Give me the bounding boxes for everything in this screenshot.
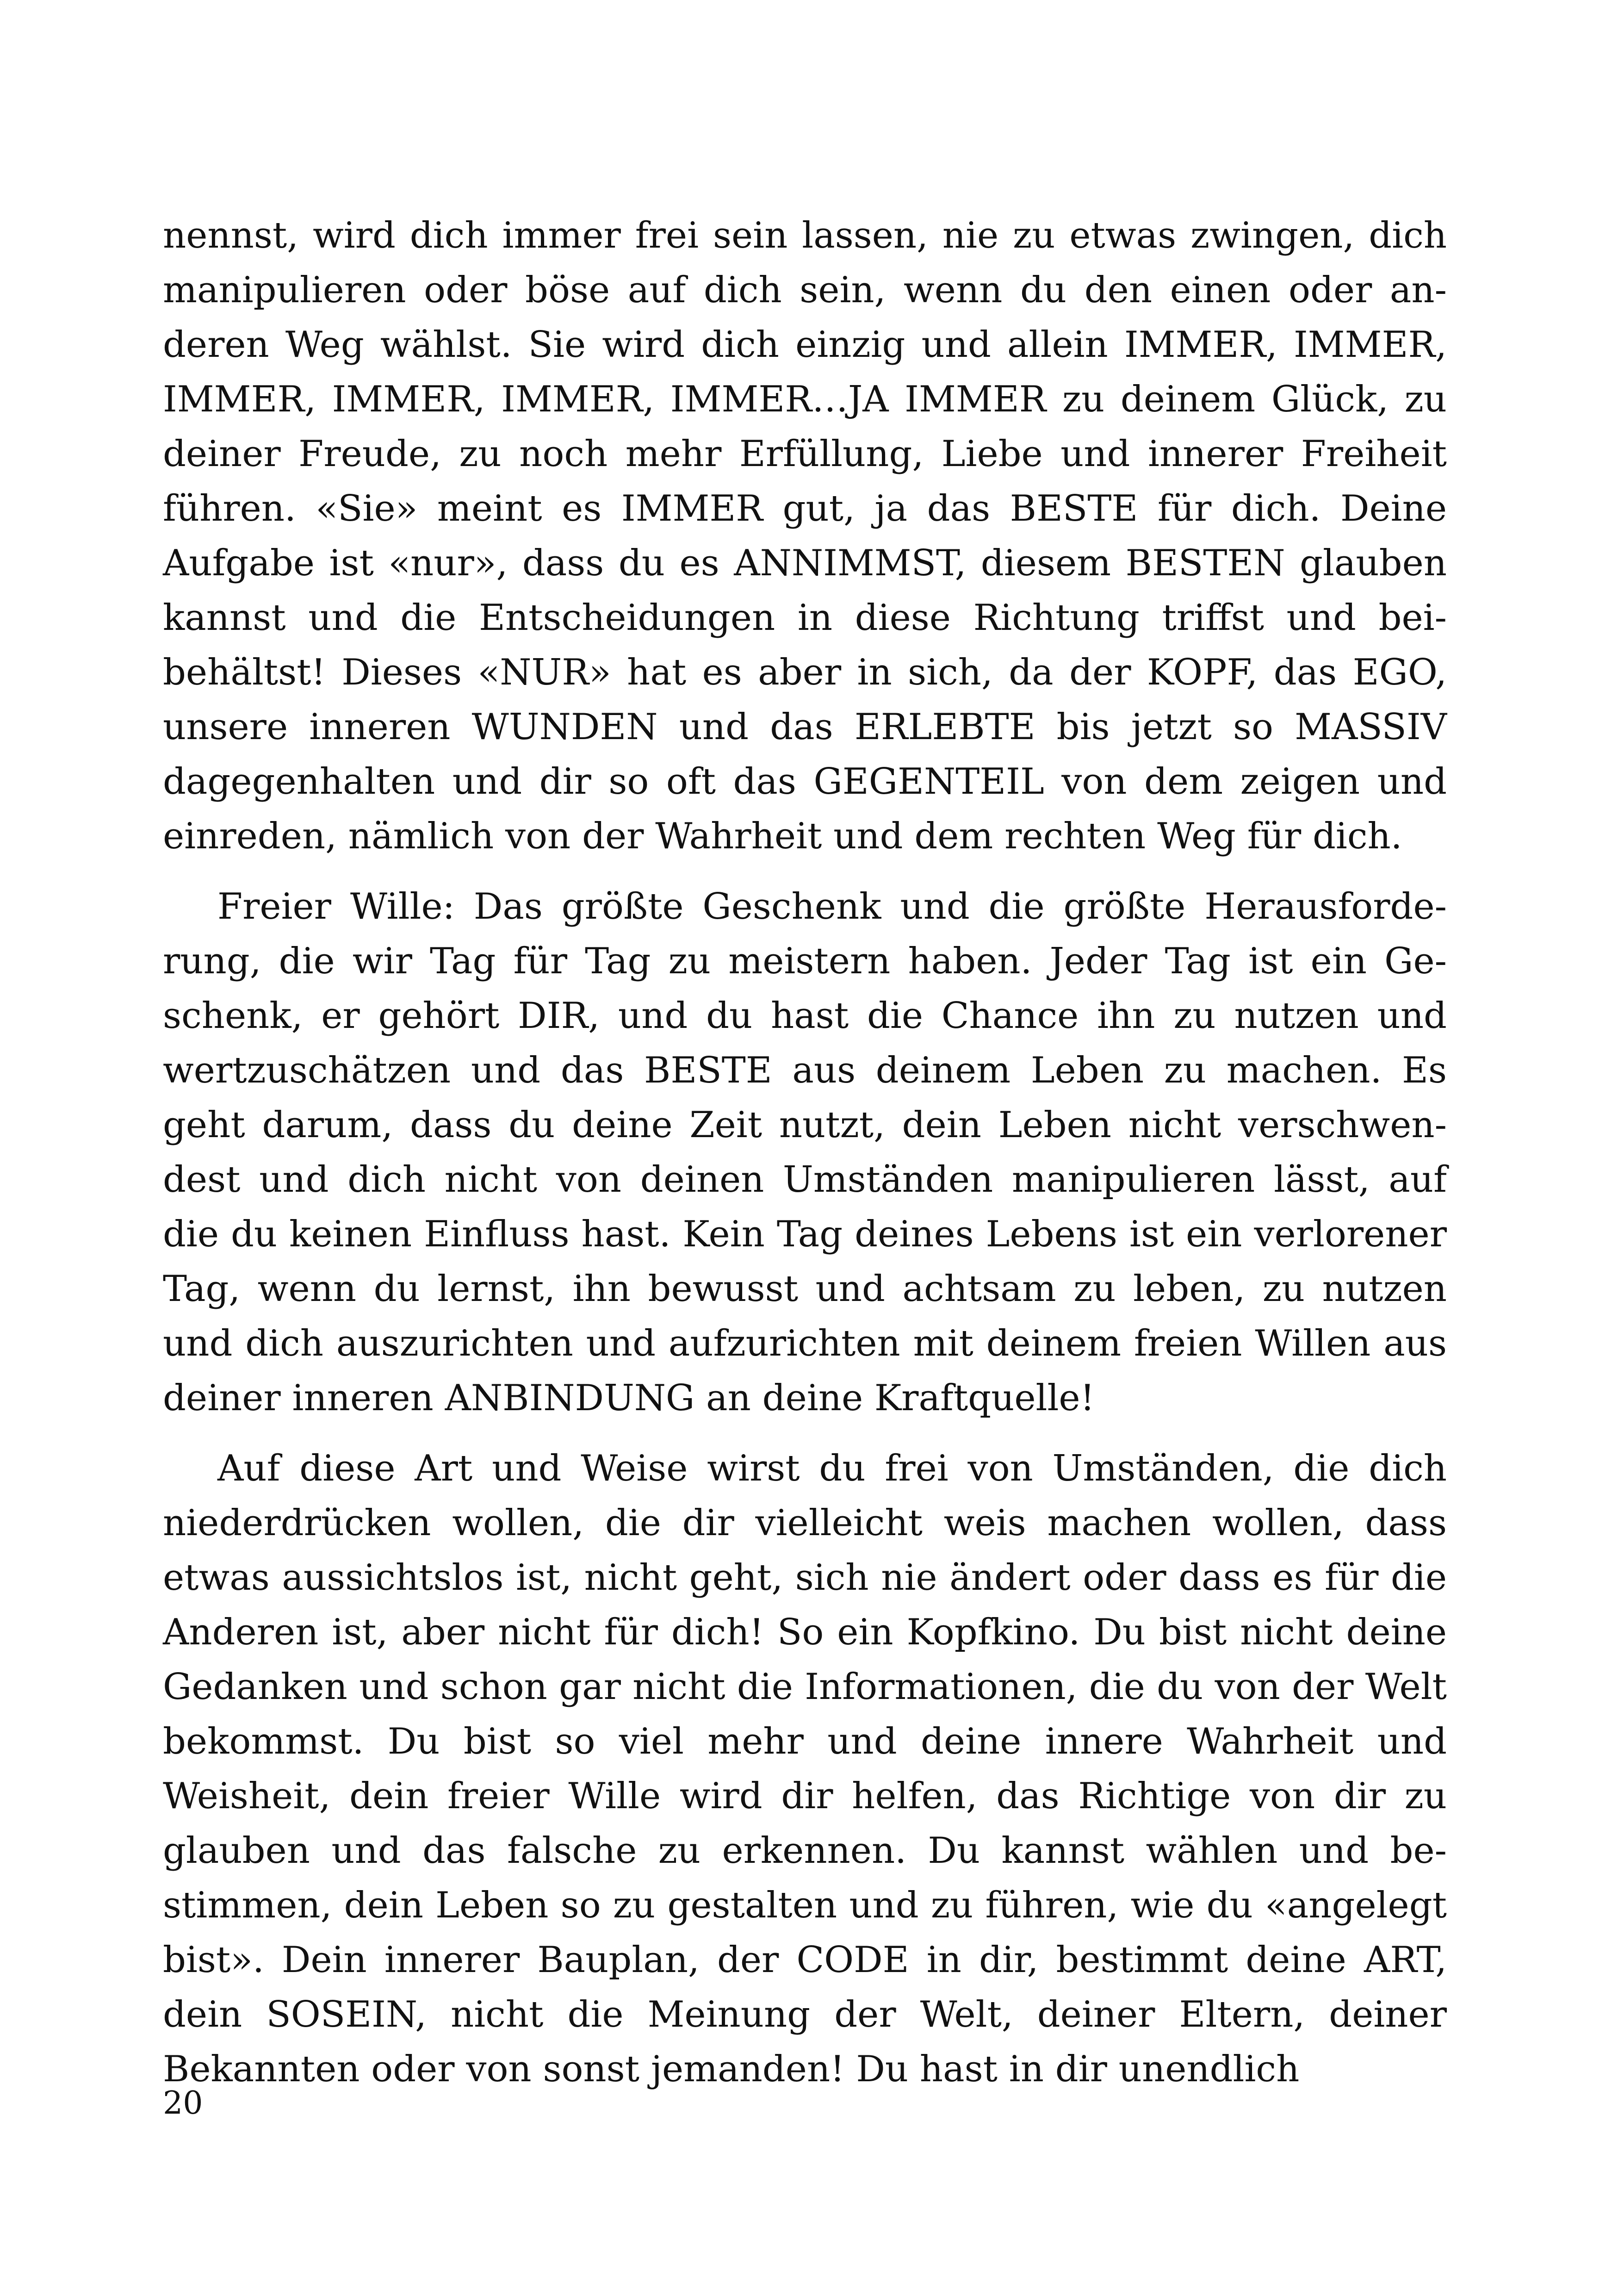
paragraph-1: nennst, wird dich immer frei sein lassen, nie zu etwas zwingen, dich manipulieren oder böse auf dich sein, wenn du den einen oder anderen Weg wählst. Sie wird dich einzig und allein IMMER, IMMER, IMMER, IMMER, IMMER, IMMER…JA IMMER zu deinem Glück, zu deiner Freude, zu noch mehr Erfüllung, Liebe und innerer Freiheit führen. «Sie» meint es IMMER gut, ja das BESTE für dich. Deine Aufgabe ist «nur», dass du es ANNIMMST, diesem BESTEN glauben kannst und die Entscheidungen in diese Richtung triffst und beibehältst! Dieses «NUR» hat es aber in sich, da der KOPF, das EGO, unsere inneren WUNDEN und das ERLEBTE bis jetzt so MASSIV dagegenhalten und dir so oft das GEGENTEIL von dem zeigen und einreden, nämlich von der Wahrheit und dem rechten Weg für dich. — [163, 215, 1447, 857]
paragraph-2: Freier Wille: Das größte Geschenk und die größte Herausforderung, die wir Tag für Tag zu meistern haben. Jeder Tag ist ein Geschenk, er gehört DIR, und du hast die Chance ihn zu nutzen und wertzuschätzen und das BESTE aus deinem Leben zu machen. Es geht darum, dass du deine Zeit nutzt, dein Leben nicht verschwendest und dich nicht von deinen Umständen manipulieren lässt, auf die du keinen Einfluss hast. Kein Tag deines Lebens ist ein verlorener Tag, wenn du lernst, ihn bewusst und achtsam zu leben, zu nutzen und dich auszurichten und aufzurichten mit deinem freien Willen aus deiner inneren ANBINDUNG an deine Kraftquelle! — [163, 886, 1447, 1419]
page-number: 20 — [163, 2085, 203, 2122]
page-body-text — [163, 208, 1447, 2097]
paragraph-3: Auf diese Art und Weise wirst du frei von Umständen, die dich niederdrücken wollen, die dir vielleicht weis machen wollen, dass etwas aussichtslos ist, nicht geht, sich nie ändert oder dass es für die Anderen ist, aber nicht für dich! So ein Kopfkino. Du bist nicht deine Gedanken und schon gar nicht die Informationen, die du von der Welt bekommst. Du bist so viel mehr und deine innere Wahrheit und Weisheit, dein freier Wille wird dir helfen, das Richtige von dir zu glauben und das falsche zu erkennen. Du kannst wählen und bestimmen, dein Leben so zu gestalten und zu führen, wie du «angelegt bist». Dein innerer Bauplan, der CODE in dir, bestimmt deine ART, dein SOSEIN, nicht die Meinung der Welt, deiner Eltern, deiner Bekannten oder von sonst jemanden! Du hast in dir unendlich — [163, 1448, 1447, 2090]
